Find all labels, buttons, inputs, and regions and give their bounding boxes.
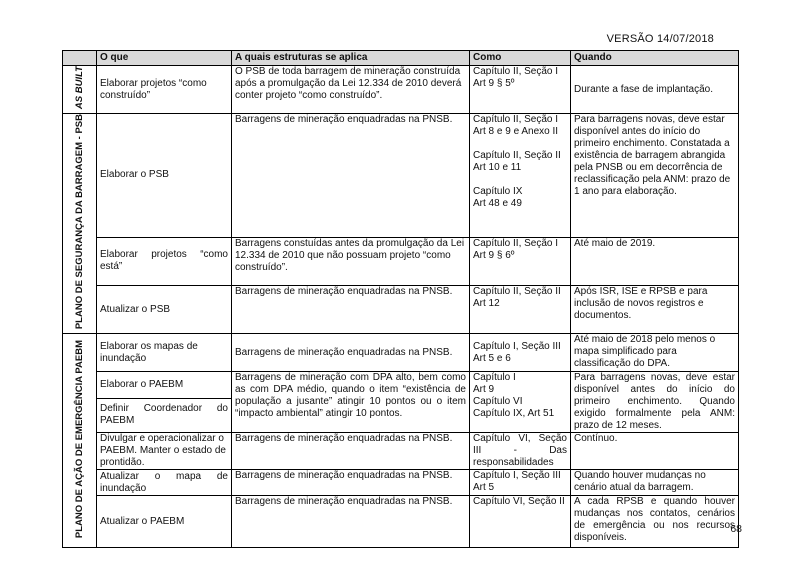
cell-estruturas: Barragens de mineração enquadradas na PNSB. <box>232 114 470 237</box>
cell-como: Capítulo II, Seção I Art 9 § 6º <box>470 237 571 285</box>
cell-o-que: Atualizar o mapa de inundação <box>97 470 232 496</box>
cell-como: Capítulo VI, Seção II <box>470 496 571 548</box>
table-header-row <box>63 51 739 66</box>
version-label: VERSÃO 14/07/2018 <box>606 33 714 45</box>
section-psb <box>63 114 97 334</box>
table-row <box>63 470 739 496</box>
table-row <box>63 114 739 237</box>
cell-estruturas: Barragens de mineração enquadradas na PNSB. <box>232 334 470 372</box>
obligations-table <box>62 50 739 548</box>
header-section <box>63 51 97 66</box>
cell-quando: Contínuo. <box>571 433 739 470</box>
header-quando: Quando <box>571 51 739 66</box>
cell-como: Capítulo II, Seção I Art 8 e 9 e Anexo II Capítulo II, Seção II Art 10 e 11 Capítulo IX Art 48 e 49 <box>470 114 571 237</box>
cell-estruturas: Barragens de mineração enquadradas na PNSB. <box>232 285 470 333</box>
cell-estruturas: Barragens de mineração enquadradas na PNSB. <box>232 470 470 496</box>
cell-como: Capítulo I, Seção III Art 5 e 6 <box>470 334 571 372</box>
cell-o-que: Atualizar o PSB <box>97 285 232 333</box>
section-label: AS BUILT <box>74 66 85 110</box>
cell-quando: A cada RPSB e quando houver mudanças nos contatos, cenários de emergência ou nos recursos disponíveis. <box>571 496 739 548</box>
cell-como: Capítulo VI, Seção III - Das responsabilidades <box>470 433 571 470</box>
section-paebm <box>63 334 97 548</box>
cell-estruturas: Barragens de mineração com DPA alto, bem como as com DPA médio, quando o item “existência de população a jusante” atingir 10 pontos ou o item “impacto ambiental” atingir 10 pontos. <box>232 372 470 433</box>
table-row <box>63 334 739 372</box>
cell-o-que: Elaborar projetos “como construído” <box>97 66 232 114</box>
cell-o-que: Elaborar o PAEBM <box>97 372 232 398</box>
section-label: PLANO DE SEGURANÇA DA BARRAGEM - PSB <box>74 114 85 330</box>
table-row <box>63 496 739 548</box>
cell-estruturas: O PSB de toda barragem de mineração construída após a promulgação da Lei 12.334 de 2010 deverá conter projeto “como construído”. <box>232 66 470 114</box>
cell-como: Capítulo I Art 9 Capítulo VI Capítulo IX, Art 51 <box>470 372 571 433</box>
cell-quando: Para barragens novas, deve estar disponível antes do início do primeiro enchimento. Constatada a existência de barragem abrangida pela PNSB ou em decorrência de reclassificação pela ANM: prazo de 1 ano para elaboração. <box>571 114 739 237</box>
cell-o-que: Elaborar projetos “como está” <box>97 237 232 285</box>
table-row <box>63 433 739 470</box>
header-estruturas: A quais estruturas se aplica <box>232 51 470 66</box>
cell-quando: Até maio de 2019. <box>571 237 739 285</box>
cell-como: Capítulo II, Seção I Art 9 § 5º <box>470 66 571 114</box>
cell-quando: Até maio de 2018 pelo menos o mapa simplificado para classificação do DPA. <box>571 334 739 372</box>
cell-o-que: Divulgar e operacionalizar o PAEBM. Manter o estado de prontidão. <box>97 433 232 470</box>
section-as-built <box>63 66 97 114</box>
table-row <box>63 237 739 285</box>
cell-quando: Para barragens novas, deve estar disponível antes do início do primeiro enchimento. Quando exigido formalmente pela ANM: prazo de 12 meses. <box>571 372 739 433</box>
cell-o-que: Atualizar o PAEBM <box>97 496 232 548</box>
table-row <box>63 285 739 333</box>
cell-estruturas: Barragens constuídas antes da promulgação da Lei 12.334 de 2010 que não possuam projeto “como construído”. <box>232 237 470 285</box>
cell-quando: Durante a fase de implantação. <box>571 66 739 114</box>
cell-o-que: Definir Coordenador do PAEBM <box>97 398 232 433</box>
cell-o-que: Elaborar o PSB <box>97 114 232 237</box>
table-row <box>63 372 739 398</box>
cell-estruturas: Barragens de mineração enquadradas na PNSB. <box>232 496 470 548</box>
cell-estruturas: Barragens de mineração enquadradas na PNSB. <box>232 433 470 470</box>
page-number: 68 <box>730 523 742 535</box>
cell-quando: Quando houver mudanças no cenário atual da barragem. <box>571 470 739 496</box>
cell-como: Capítulo I, Seção III Art 5 <box>470 470 571 496</box>
table-row <box>63 66 739 114</box>
cell-como: Capítulo II, Seção II Art 12 <box>470 285 571 333</box>
header-o-que: O que <box>97 51 232 66</box>
header-como: Como <box>470 51 571 66</box>
cell-quando: Após ISR, ISE e RPSB e para inclusão de novos registros e documentos. <box>571 285 739 333</box>
section-label: PLANO DE AÇÃO DE EMERGÊNCIA PAEBM <box>74 339 85 538</box>
cell-o-que: Elaborar os mapas de inundação <box>97 334 232 372</box>
